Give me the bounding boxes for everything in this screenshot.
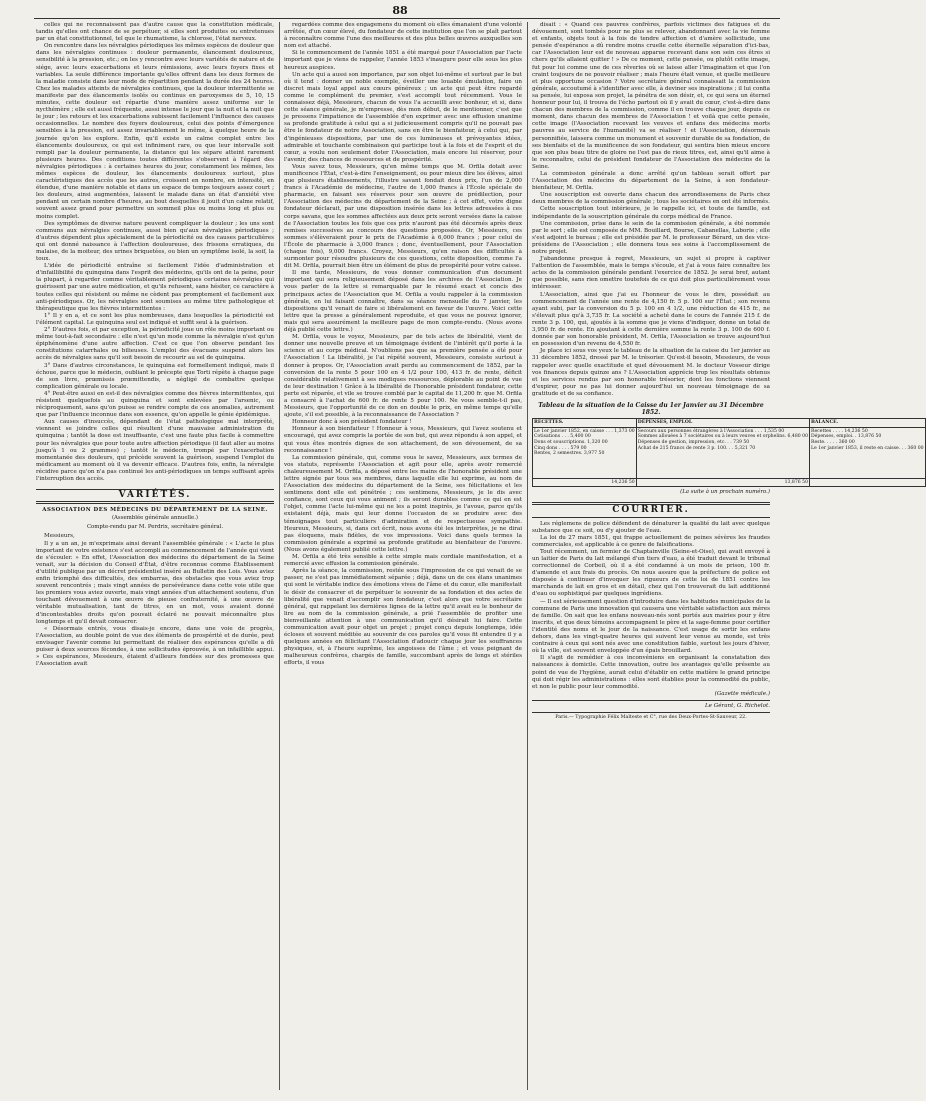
top-rule bbox=[34, 18, 780, 19]
balance-total bbox=[810, 478, 926, 487]
varietes-heading: VARIÉTÉS. bbox=[36, 489, 274, 504]
column-2 bbox=[284, 22, 522, 1082]
table-header: BALANCE. bbox=[810, 419, 926, 428]
recettes-line: Cinq dons . . . . 579 00 bbox=[534, 445, 587, 451]
courrier-paragraph: Tout récemment, un fermier de Chaptainville (Seine-et-Oise), qui avait envoyé à un laitier de Paris du lait mélangé d'un tiers d'eau, a été traduit devant le tribunal correctionnel de Corbeil, où il a été condamné à un mois de prison, 100 fr. d'amende et aux frais du procès. On nous assure que la préfecture de police est disposée à continuer d'invoquer les rigueurs de cette loi de 1851 contre les marchands de lait en gros et en détail, chez qui l'on trouverait du lait additionné d'eau ou sophistiqué par quelques ingrédiens. bbox=[532, 548, 770, 598]
courrier-paragraph: Les réglemens de police défendent de dénaturer la qualité du lait avec quelque substance que ce soit, ou d'y ajouter de l'eau. bbox=[532, 520, 770, 534]
col2-paragraph: Après la séance, la commission, restée sous l'impression de ce qui venait de se passer, ne s'est pas immédiatement séparée ; déjà, dans un de ces élans unanimes qui sont le véritable indice des émotions vives de l'âme et du cœur, elle manifestait le désir de consacrer et de perpétuer le souvenir de sa fondation et des actes de libéralité que venait d'accomplir son fondateur, c'est alors que votre secrétaire général, qui rappelant les dernières lignes de la lettre qu'il avait eu le bonheur de lire au nom de la commission générale, a prié l'assemblée de profiter une bienveillante attention à une communication qu'il désirait lui faire. Cette communication avait pour objet un projet ; projet conçu depuis longtemps, idée écloses et souvent méditée au souvenir de ces paroles qu'il vous fit entendre il y a quelques années en félicitant l'Association d'adoucir chaque jour les souffrances physiques, et, à l'heure suprême, les angoisses de l'âme ; et vous peignant de malheureux confrères, chargés de famille, succombant après de longs et stériles efforts, il vous bbox=[284, 568, 522, 667]
col3-paragraph: Une souscription est ouverte dans chacun des arrondissemens de Paris chez deux membres de la commission générale ; tous les sociétaires en ont été informés. bbox=[532, 192, 770, 206]
col2-paragraph: Un acte qui a aussi son importance, par son objet lui-même et surtout par le but où il tend : donner un noble exemple, éveiller une louable émulation, faire un discret mais loyal appel aux cœurs généreux ; un acte qui peut être regardé comme le complément du premier, s'est accompli tout récemment. Vous le connaissez déjà, Messieurs, chacun de vous l'a accueilli avec bonheur, et si, dans cette séance générale, je m'empresse, dès mon début, de le mentionner, c'est que je pressens l'impatience de l'assemblée d'en exprimer avec une effusion unanime sa profonde gratitude à celui qui a si judicieusement compris qu'il ne pouvait pas être le fondateur de notre Association, sans en être le bienfaiteur, à celui qui, par d'ingénieuses dispositions, par une de ces lumineuses et prévoyantes idées, admirable et touchante combinaison qui participe tout à la fois et de l'esprit et du cœur, a voulu non seulement doter l'Association, mais encore lui réserver, pour l'avenir, des chances de ressources et de prospérité. bbox=[284, 71, 522, 163]
col3-paragraph: Une commission, prise dans le sein de la commission générale, a été nommée par le sort ; elle est composée de MM. Bouillard, Bourse, Cabanellas, Laborie ; elle s'est adjoint le bureau ; elle est présidée par M. le professeur Bérard, un des vice-présidens de l'Association ; elle donnera tous ses soins à l'accomplissement de notre projet. bbox=[532, 220, 770, 255]
recettes-line: Le 1er janvier 1852, en caisse . . . 1,373 00 bbox=[534, 428, 635, 434]
col2-paragraph: M. Orfila, vous le voyez, Messieurs, par de tels actes de libéralité, vient de donner une nouvelle preuve et un témoignage évident de l'intérêt qu'il porte à la science et au corps médical. N'oublions pas que sa première pensée a été pour l'Association ! La libéralité, je l'ai répété souvent, Messieurs, consiste surtout à donner à propos. Or, l'Association avait perdu au commencement de 1852, par la conversion de la rente 5 pour 100 en 4 1/2 pour 100, 413 fr. de rente, déficit considérable relativement à ses modiques ressources, déplorable au point de vue de leur destination ! Grâce à la libéralité de l'honorable président fondateur, cette perte est réparée, et vile se trouve comblé par le capital de 11,200 fr. que M. Orfila a consacré à l'achat de 600 fr. de rente 5 pour 100. Ne vous semble-t-il pas, Messieurs, que l'opportunité de ce don en double le prix, en même temps qu'elle ajoute, s'il est possible, à la reconnaissance de l'Association ? bbox=[284, 334, 522, 419]
courrier-heading: COURRIER. bbox=[532, 502, 770, 517]
col2-paragraph: Vous savez tous, Messieurs, qu'en même temps que M. Orfila dotait avec munificence l'État, c'est-à-dire l'enseignement, ou pour mieux dire les élèves, ainsi que plusieurs établissements, l'illustre savant fondait deux prix, l'un de 2,000 francs à l'Académie de médecine, l'autre de 1,000 francs à l'École spéciale de pharmacie, en faisant ses réserves pour son œuvre de prédilection, pour l'Association des médecins du département de la Seine ; à cet effet, votre digne fondateur déclarait, par une disposition insérée dans les lettres adressées à ces corps savans, que les sommes affectées aux deux prix seront versées dans la caisse de l'Association toutes les fois que ces prix n'auront pas été décernés après deux remises successives au concours des questions proposées. Or, Messieurs, ces sommes s'élèveraient pour le prix de l'Académie à 6,000 francs ; pour celui de l'École de pharmacie à 3,000 francs ; donc, éventuellement, pour l'Association (chaque fois), 9,000 francs. Croyez, Messieurs, qu'en raison des difficultés à surmonter pour résoudre plusieurs de ces questions, cette disposition, comme l'a dit M. Orfila, pourrait bien être un élément de plus de prospérité pour votre caisse. bbox=[284, 163, 522, 270]
column-separator bbox=[527, 22, 528, 1090]
table-row bbox=[533, 427, 926, 478]
col1-paragraph: L'idée de périodicité entraîne si facilement l'idée d'administration et d'infaillibilité du quinquina dans l'esprit des médecins, qu'ils ont de la peine, pour la plupart, à regarder comme véritablement périodiques certaines névralgies qui guérissent par une autre médication, et qu'ils refusent, sans hésiter, ce caractère à toutes celles qui résistent ou même ne cèdent pas promptement et facilement aux anti-périodiques. Or, les névralgies sont soumises au même titre pathologique et thérapeutique que les fièvres intermittentes : bbox=[36, 263, 274, 312]
table-title: Tableau de la situation de la Caisse du 1er Janvier au 31 Décembre 1852. bbox=[538, 401, 764, 417]
recettes-line: Dons et souscriptions. 1,320 00 bbox=[534, 439, 608, 445]
compte-rendu-title: Compte-rendu par M. Perdrix, secrétaire général. bbox=[86, 524, 224, 531]
col1-paragraph: Des symptômes de diverse nature peuvent compliquer la douleur ; les uns sont communs aux névralgies continues, aussi bien qu'aux névralgies périodiques ; d'autres dépendent plus spécialement de la périodicité ou des causes particulières qui ont donné naissance à l'affection douloureuse, des frissons erratiques, du malaise, de la moiteur, des urines briquetées, ou bien un symptôme isolé, la soif, la toux. bbox=[36, 220, 274, 263]
depenses-total: 13,876 50 bbox=[636, 478, 809, 487]
col3-paragraph: J'abandonne presque à regret, Messieurs, un sujet si propre à captiver l'attention de l'assemblée, mais le temps s'écoule, et j'ai à vous faire connaître les actes de la commission générale pendant l'exercice de 1852. Je serai bref, autant que possible, sans rien omettre toutefois de ce qui doit plus particulièrement vous intéresser. bbox=[532, 256, 770, 291]
col1-paragraph: On rencontre dans les névralgies périodiques les mêmes espèces de douleur que dans les névralgies continues : douleur permanente, élancement douloureux, sensibilité à la pression, etc.; on les y rencontre avec leurs variétés de nature et de siége, avec leurs exacerbations et leurs rémissions, avec leurs foyers fixes et variables. La seule différence importante qu'elles offrent dans les deux formes de la maladie consiste dans leur mode de répartition pendant la durée des 24 heures. Chez les malades atteints de névralgies continues, que la douleur intermittente se manifeste par des élancements isolés ou continus en paroxysmes de 5, 10, 15 minutes, cette douleur est répartie d'une manière assez uniforme sur le nycthémère ; elle est aussi fréquente, aussi intense le jour que la nuit et la nuit que le jour ; les retours et les exacerbations subissent facilement l'influence des causes occasionnelles. Le nombre des foyers douloureux, celui des points d'émergence sensibles à la pression, est assez invariablement le même, à quelque heure de la journée qu'on les explore. Enfin, qu'il existe un calme complet entre les élancements douloureux, ce qui est infiniment rare, ou que leur intervalle soit rempli par la douleur permanente, la distance qui les sépare atteint rarement plusieurs heures. Des conditions toutes différentes s'observent à l'égard des névralgies périodiques : à certaines heures du jour, constamment les mêmes, les mêmes espèces de douleur, les élancements douloureux surtout, plus caractéristiques des accès que les autres, croissent en nombre, en intensité, en étendue, d'une manière notable et dans un espace de temps toujours assez court ; les douleurs, ainsi augmentées, laissent le malade dans un état d'anxiété vive pendant un certain nombre d'heures, au bout desquelles il jouit d'un calme relatif, souvent assez grand pour permettre un sommeil plus ou moins long et plus ou moins complet. bbox=[36, 43, 274, 220]
depenses-cell bbox=[636, 427, 809, 478]
recettes-cell bbox=[533, 427, 637, 478]
col1-paragraph: 3° Dans d'autres circonstances, le quinquina est formellement indiqué, mais il échoue, parce que le médecin, oubliant le précepte que Torti répète à chaque page de son livre, prœmissis prœmittendis, a négligé de combattre quelque complication générale ou locale. bbox=[36, 362, 274, 390]
table-header: DÉPENSES, EMPLOI. bbox=[636, 419, 809, 428]
gerant-signature: Le Gérant, G. Richelot. bbox=[532, 700, 770, 710]
balance-line: Recettes . . . . 14,236 50 bbox=[811, 428, 868, 434]
balance-line: Dépenses, emploi. . 13,876 50 bbox=[811, 434, 882, 440]
col1-paragraph: 2° D'autres fois, et par exception, la périodicité joue un rôle moins important ou même tout-à-fait secondaire : elle n'est qu'un mode comme la névralgie n'est qu'un épiphénomène d'une autre affection. C'est ce que l'on observe pendant les constitutions catarrhales ou bilieuses. L'emploi des évacuans suspend alors les accès de névralgies sans qu'il soit besoin de recourir au sel de quinquina. bbox=[36, 327, 274, 362]
source-citation: (Gazette médicale.) bbox=[714, 690, 770, 697]
recettes-line: Cotisations . . . 5,400 00 bbox=[534, 434, 591, 440]
balance-line: Reste. . . . . 360 00 bbox=[811, 439, 855, 445]
courrier-paragraph: Il s'agit de remédier à ces inconvéniens en organisant la constatation des naissances à domicile. Cette innovation, outre les avantages qu'elle présente au point de vue de l'hygiène, aurait celui d'établir en cette matière le grand principe qui doit régir les administrations : elles sont établies pour la commodité du public, et non le public pour leur commodité. bbox=[532, 655, 770, 690]
col1-paragraph: Il y a un an, je m'exprimais ainsi devant l'assemblée générale : « L'acte le plus important de votre existence s'est accompli au commencement de l'année qui vient de s'écouler. » En effet, l'Association des médecins du département de la Seine venait, sur la décision du Conseil d'État, d'être reconnue comme Établissement d'utilité publique par un décret présidentiel inséré au Bulletin des Lois. Vous aviez enfin triomphé des difficultés, des embarras, des obstacles que vous aviez trop souvent rencontrés ; mais vingt années de persévérance dans cette voie utile que les premiers vous aviez ouverte, mais vingt années d'un attachement soutenu, d'un touchant dévouement à une œuvre de pieuse confraternité, à une œuvre de véritable mutualisation, tant de titres, en un mot, vous avaient donné d'incontestables droits qu'on pouvait éclairé ne pouvait méconnaître plus longtemps et qu'il devait consacrer. bbox=[36, 540, 274, 625]
col1-paragraph: Aux causes d'insuccès, dépendant de l'état pathologique mal interprété, viennent se joindre celles qui résultent d'une mauvaise administration du quinquina ; tantôt la dose est insuffisante, c'est une faute plus facile à commettre pour les névralgies que pour toute autre affection périodique (il faut aller au moins jusqu'à 1 ou 2 grammes) ; tantôt le médecin, trompé par l'exacerbation momentanée des douleurs, qui précède souvent la guérison, suspend l'emploi du médicament au moment où il va devenir efficace. D'autres fois, enfin, la névralgie récidive parce qu'on n'a pas continué les anti-périodiques un temps suffisant après l'interruption des accès. bbox=[36, 419, 274, 482]
column-separator bbox=[279, 22, 280, 1090]
balance-line: Le 1er janvier 1853, il reste en caisse. . . 360 00 bbox=[811, 445, 924, 451]
caisse-table bbox=[532, 418, 926, 487]
col3-paragraph: L'Association, ainsi que j'ai eu l'honneur de vous le dire, possédait au commencement de l'année une rente de 4,150 fr. 5 p. 100 sur l'État ; son revenu ayant subi, par la conversion du 5 p. 100 en 4 1/2, une réduction de 415 fr., ne s'élevait plus qu'à 3,735 fr. La société a acheté dans le cours de l'année 215 f. de rente 3 p. 100, qui, ajoutés à la somme que je viens d'indiquer, donne un total de 3,950 fr. de rente. En ajoutant à cette dernière somme la rente 3 p. 100 de 600 f. donnée par son honorable président, M. Orfila, l'Association se trouve aujourd'hui en possession d'un revenu de 4,550 fr. bbox=[532, 291, 770, 348]
col2-paragraph: Il me tarde, Messieurs, de vous donner communication d'un document important qui sera religieusement déposé dans les archives de l'Association. Je vous parler de la lettre si remarquable par le résumé exact et concis des principaux actes de l'Association que M. Orfila a voulu rappeler à la commission générale, en lui faisant connaître, dans sa séance mensuelle du 7 janvier, les dispositions qu'il venait de faire si libéralement en faveur de l'œuvre. Voici cette lettre que la presse a généralement reproduite, et que vous ne pouvez ignorer, mais qui sera assurément la meilleure page de mon compte-rendu. (Nous avons déjà publié cette lettre.) bbox=[284, 270, 522, 334]
page-number: 88 bbox=[392, 4, 408, 17]
depenses-line: Secours aux personnes étrangères à l'Association . . . 1,535 00 bbox=[637, 428, 785, 434]
col3-paragraph: Cette souscription tout intérieure, je le rappelle ici, et toute de famille, est indépendante de la souscription générale du corps médical de France. bbox=[532, 206, 770, 220]
courrier-paragraph: La loi du 27 mars 1851, qui frappe actuellement de peines sévères les fraudes commerciales, est applicable à ce genre de falsifications. bbox=[532, 534, 770, 548]
col2-paragraph: Honneur à son bienfaiteur ! Honneur à vous, Messieurs, qui l'avez soutenu et encouragé, qui avez compris la portée de son but, qui avez répondu à son appel, et qui vous êtes montrés dignes de son attachement, de son dévouement, de sa reconnaissance ! bbox=[284, 426, 522, 454]
col1-paragraph: « Désormais entrés, vous disais-je encore, dans une voie de progrès, l'Association, au double point de vue des éléments de prospérité et de durée, peut envisager l'avenir comme lui permettant de réaliser des espérances qu'elle a dû puiser à deux sources fécondes, à une sollicitudes éprouvée, à un infaillible appui. » Ces espérances, Messieurs, étaient d'ailleurs fondées sur des promesses que l'Association avait bbox=[36, 625, 274, 668]
col3-paragraph: Je place ici sous vos yeux le tableau de la situation de la caisse du 1er janvier au 31 décembre 1852, dressé par M. le trésorier. Qu'est-il besoin, Messieurs, de vous rappeler avec quelle exactitude et quel dévouement M. le docteur Vosseur dirige vos finances depuis quinze ans ? L'Association apprécie trop les résultats obtenus et les services rendus par son honorable trésorier, dont les fonctions viennent d'expirer, pour ne pas lui donner aujourd'hui un nouveau témoignage de sa gratitude et de sa confiance. bbox=[532, 348, 770, 397]
courrier-paragraph: — Il est sérieusement question d'introduire dans les habitudes municipales de la commune de Paris une innovation qui causera une véritable satisfaction aux mères de famille. On sait que les enfans nouveau-nés sont portés aux mairies pour y être inscrits, et que deux témoins accompagnent le père et la sage-femme pour certifier l'identité des noms et le jour de la naissance. C'est usage de sortir les enfans dehors, dans les vingt-quatre heures qui suivent leur venue au monde, est très contraire à ceux qui sont nés avec une constitution faible, surtout les jours d'hiver, où la ville, est souvent enveloppée d'un épais brouillard. bbox=[532, 598, 770, 655]
continued-note: (La suite à un prochain numéro.) bbox=[680, 489, 770, 496]
table-header: RECETTES. bbox=[533, 419, 637, 428]
col2-paragraph: regardées comme des engagemens du moment où elles émanaient d'une volonté arrêtée, d'un cœur élevé, du fondateur de cette institution que l'on se plaît partout à reconnaître comme l'une des meilleures et des plus belles œuvres auxquelles son nom est attaché. bbox=[284, 22, 522, 50]
col1-paragraph: celles qui ne reconnaissent pas d'autre cause que la constitution médicale, tandis qu'elles ont chance de se perpétuer, si elles sont produites ou entretenues par un état constitutionnel, tel que le rhumatisme, la chlorose, l'état nerveux. bbox=[36, 22, 274, 43]
col1-paragraph: 4° Peut-être aussi en est-il des névralgies comme des fièvres intermittentes, qui résistent quelquefois au quinquina et sont enlevées par l'arsenic, ou réciproquement, sans qu'on puisse se rendre compte de ces anomalies, autrement que par l'influence inconnue dans son essence, qu'on appelle le génie épidémique. bbox=[36, 390, 274, 419]
col1-paragraph: 1° Il y en a, et ce sont les plus nombreuses, dans lesquelles la périodicité est l'élément capital. Le quinquina seul est indiqué et suffit seul à la guérison. bbox=[36, 312, 274, 326]
table-total-row bbox=[533, 478, 926, 487]
col3-paragraph: La commission générale a donc arrêté qu'un tableau serait offert par l'Association des médecins du département de la Seine, à son fondateur-bienfaiteur, M. Orfila. bbox=[532, 170, 770, 192]
recettes-line: Rentes, 2 semestres. 3,977 50 bbox=[534, 451, 605, 457]
recettes-total: 14,236 50 bbox=[533, 478, 637, 487]
association-heading: ASSOCIATION DES MÉDECINS DU DÉPARTEMENT DE LA SEINE. bbox=[42, 507, 268, 514]
col2-paragraph: Honneur donc à son président fondateur ! bbox=[292, 419, 412, 426]
depenses-line: Achat de 215 francs de rente 3 p. 100. . . 5,321 70 bbox=[637, 445, 756, 451]
col2-paragraph: La commission générale, qui, comme vous le savez, Messieurs, aux termes de vos statuts, représente l'Association et agit pour elle, après avoir remercié chaleureusement M. Orfila, a déposé entre les mains de l'honorable président une lettre signée par tous ses membres, dans laquelle elle lui exprime, au nom de l'Association des médecins du département de la Seine, ses félicitations et les sentimens dont elle est pénétrée ; ces sentimens, Messieurs, je le dis avec confiance, sont ceux qui vous animent ; ils seront durables comme ce qui en est l'objet, comme l'acte lui-même qui ne les a point inspirés, je l'avoue, parce qu'ils existaient déjà, mais qui leur donne l'occasion de se produire avec des témoignages tout particuliers d'admiration et de respectueuse sympathie. Heureux, Messieurs, si, dans cet écrit, nous avons été les interprètes, je ne dirai pas éloquens, mais fidèles, de vos impressions. Voici dans quels termes la commission générale a exprimé sa profonde gratitude au bienfaiteur de l'œuvre. (Nous avons également publié cette lettre.) bbox=[284, 454, 522, 553]
col2-paragraph: M. Orfila a été très sensible à cette simple mais cordiale manifestation, et a remercié avec effusion la commission générale. bbox=[284, 554, 522, 568]
salutation: Messieurs, bbox=[44, 533, 75, 540]
depenses-line: Sommes allouées à 7 sociétaires ou à leurs veuves et orphelins. 6,480 00 bbox=[637, 434, 808, 440]
column-3 bbox=[532, 22, 924, 1082]
assemblee-note: (Assemblée générale annuelle.) bbox=[111, 515, 199, 522]
column-1 bbox=[36, 22, 274, 1082]
balance-cell bbox=[810, 427, 926, 478]
depenses-line: Dépenses de gestion, impression, etc. . . 739 50 bbox=[637, 439, 750, 445]
col3-paragraph: disait : « Quand ces pauvres confrères, parfois victimes des fatigues et du dévouement, sont tombés pour ne plus se relever, abandonnant avec la vie femme et enfants, objets tout à la fois de tendre affection et d'amère sollicitude, une pensée d'espérance a dû rendre moins cruelle cette éternelle séparation d'ici-bas, car l'Association leur est de nouveau apparue recevant dans son sein ces êtres si chers qu'ils allaient quitter ! » De ce moment, cette pensée, ou plutôt cette image, fut pour lui comme une de ces rêveries où se laisse aller l'imagination et que l'on craint toujours de ne pouvoir réaliser ; mais l'heure était venue, et quelle meilleure et plus opportune occasion ? Votre secrétaire général connaissait la commission générale, accoutumé à s'identifier avec elle, à deviner ses inspirations ; il lui confia sa pensée, lui exposa son projet, la pénétra de son désir, et, ce qui sera un éternel honneur pour lui, il trouva de l'écho partout où il y avait du cœur, c'est-à-dire dans chacun des membres de la commission, comme il en trouve chaque jour, depuis ce moment, dans chacun des membres de l'Association ! et voilà que cette pensée, cette image (l'Association recevant les veuves et enfans des médecins morts pauvres au service de l'humanité) va se réaliser ! et l'Association, désormais personnifiée, laissera comme un monument et souvenir durable de sa fondation, de ses bienfaits et de la munificence de son fondateur, qui sentira bien mieux encore que son plus beau titre de gloire ne l'est pas de rieux titres, est, ainsi qu'il aime à le reconnaître, celui de président fondateur de l'Association des médecins de la Seine. bbox=[532, 22, 770, 170]
printer-imprint: Paris.— Typographie Félix Malteste et C°, rue des Deux-Portes-St-Sauveur, 22. bbox=[532, 712, 770, 721]
col2-paragraph: Si le commencement de l'année 1851 a été marqué pour l'Association par l'acte important que je viens de rappeler, l'année 1853 s'inaugure pour elle sous les plus heureux auspices. bbox=[284, 50, 522, 71]
